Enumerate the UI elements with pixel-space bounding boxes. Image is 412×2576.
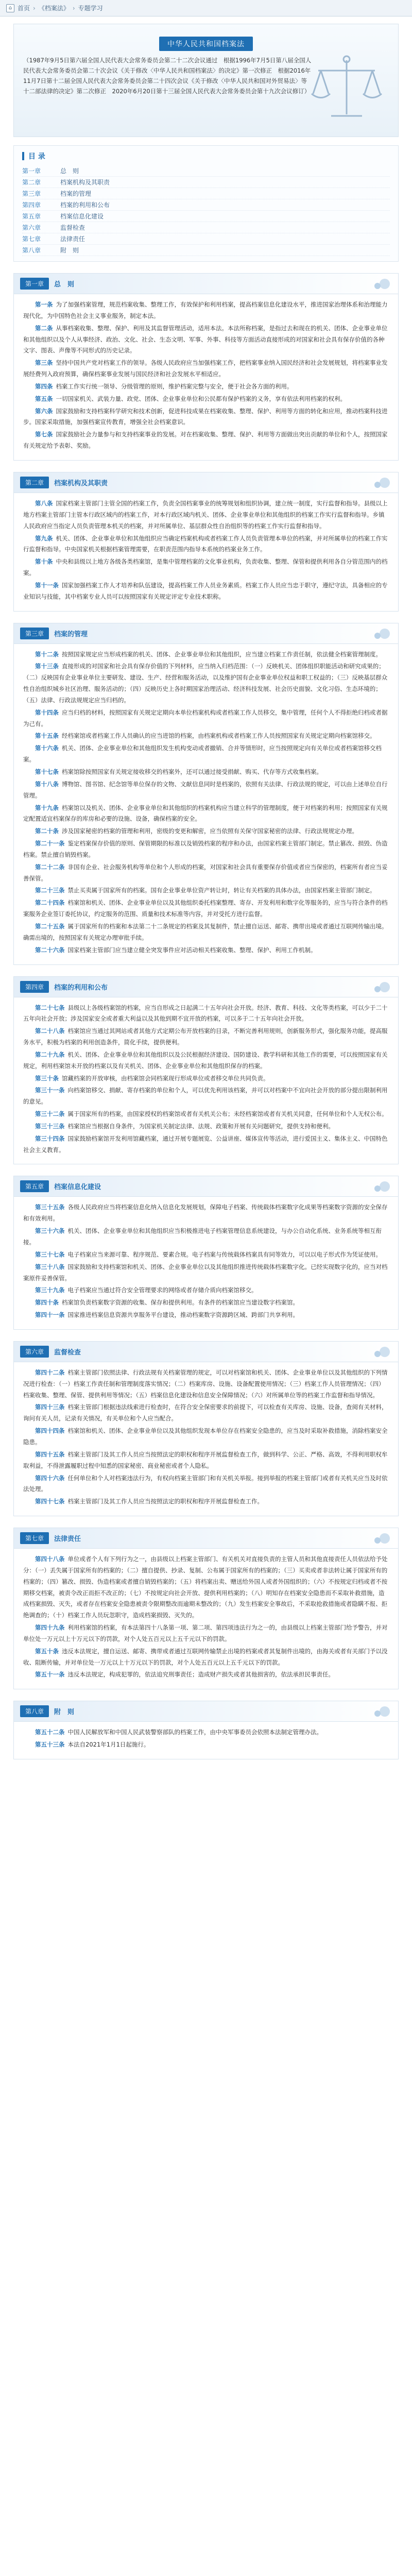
article-number: 第三十八条 bbox=[35, 1263, 65, 1270]
article-text: 坚持中国共产党对档案工作的领导。各级人民政府应当加强档案工作，把档案事业纳入国民经济和社会发展规划，将档案事业发展经费列入政府预算，确保档案事业发展与国民经济和社会发展水平相适应。 bbox=[23, 359, 388, 378]
article-number: 第四十条 bbox=[35, 1299, 59, 1307]
article-number: 第二十八条 bbox=[35, 1027, 65, 1035]
chapter-section bbox=[13, 472, 399, 612]
article-text: 馆藏档案的开放审核，由档案馆会同档案现行形成单位或者移交单位共同负责。 bbox=[62, 1074, 269, 1082]
chapter-body bbox=[14, 294, 398, 460]
article-paragraph bbox=[23, 299, 389, 322]
article-text: 机关、团体、企业事业单位和其他组织以及公民根据经济建设、国防建设、教学科研和其他工作的需要，可以按照国家有关规定，利用档案馆未开放的档案以及有关机关、团体、企业事业单位和其他组织保存的档案。 bbox=[23, 1050, 388, 1070]
chapter-title: 监督检查 bbox=[54, 1348, 81, 1357]
article-text: 按照国家规定应当形成档案的机关、团体、企业事业单位和其他组织，应当建立档案工作责任制，依法健全档案管理制度。 bbox=[62, 650, 382, 658]
chapter-number-tag: 第七章 bbox=[20, 1532, 49, 1544]
article-number: 第十三条 bbox=[35, 663, 59, 670]
article-text: 国家鼓励社会力量参与和支持档案事业的发展。对在档案收集、整理、保护、利用等方面做出突出贡献的单位和个人，按照国家有关规定给予表彰、奖励。 bbox=[23, 431, 388, 450]
article-text: 中央和县级以上地方各级各类档案馆，是集中管理档案的文化事业机构，负责收集、整理、保管和提供利用各自分管范围内的档案。 bbox=[23, 558, 388, 577]
article-paragraph bbox=[23, 767, 389, 778]
article-text: 涉及国家秘密的档案的管理和利用，密级的变更和解密，应当依照有关保守国家秘密的法律、行政法规规定办理。 bbox=[62, 827, 358, 835]
article-paragraph bbox=[23, 731, 389, 742]
article-number: 第六条 bbox=[35, 407, 53, 415]
article-paragraph bbox=[23, 1085, 389, 1108]
toc-chapter-number: 第三章 bbox=[22, 190, 41, 197]
chapter-section bbox=[13, 1701, 399, 1759]
banner-title-strip bbox=[14, 37, 398, 51]
toc-chapter-number: 第四章 bbox=[22, 201, 41, 209]
chapter-header bbox=[14, 472, 398, 493]
article-number: 第二十四条 bbox=[35, 899, 65, 907]
article-paragraph bbox=[23, 1496, 389, 1507]
article-paragraph bbox=[23, 580, 389, 603]
article-number: 第三条 bbox=[35, 359, 53, 367]
article-number: 第三十条 bbox=[35, 1074, 59, 1082]
article-paragraph bbox=[23, 1310, 389, 1321]
article-paragraph bbox=[23, 1739, 389, 1751]
law-title: 中华人民共和国档案法 bbox=[159, 37, 253, 51]
article-paragraph bbox=[23, 533, 389, 556]
article-text: 国家推进档案信息资源共享服务平台建设，推动档案数字资源跨区域、跨部门共享利用。 bbox=[67, 1311, 299, 1319]
chapter-number-tag: 第四章 bbox=[20, 981, 49, 993]
chapter-number-tag: 第五章 bbox=[20, 1180, 49, 1192]
article-paragraph bbox=[23, 1109, 389, 1120]
article-number: 第三十一条 bbox=[35, 1087, 65, 1094]
article-text: 应当归档的材料，按照国家有关规定定期向本单位档案机构或者档案工作人员移交，集中管理，任何个人不得拒绝归档或者据为己有。 bbox=[23, 708, 388, 727]
scales-of-justice-icon bbox=[305, 50, 388, 127]
chapter-number-tag: 第一章 bbox=[20, 278, 49, 290]
article-text: 电子档案应当通过符合安全管理要求的网络或者存储介质向档案馆移交。 bbox=[67, 1286, 258, 1294]
article-text: 机关、团体、企业事业单位和其他组织应当积极推进电子档案管理信息系统建设，与办公自动化系统、业务系统等相互衔接。 bbox=[23, 1227, 382, 1246]
article-paragraph bbox=[23, 707, 389, 730]
article-paragraph bbox=[23, 1285, 389, 1296]
toc-item[interactable] bbox=[22, 245, 390, 256]
article-text: 档案馆以及机关、团体、企业事业单位和其他组织的档案机构应当建立科学的管理制度，便于对档案的利用；按照国家有关规定配置适宜档案保存的库房和必要的设施、设备，确保档案的安全。 bbox=[23, 804, 388, 823]
chapter-decoration-icon bbox=[362, 277, 393, 291]
chapter-header bbox=[14, 1528, 398, 1549]
chapter-header bbox=[14, 623, 398, 644]
home-icon[interactable]: ⌂ bbox=[6, 4, 14, 12]
chapter-number-tag: 第三章 bbox=[20, 628, 49, 639]
article-text: 档案主管部门及其工作人员应当按照法定的职权和程序开展监督检查工作。 bbox=[67, 1498, 263, 1505]
article-text: 国家鼓励和支持档案馆和机关、团体、企业事业单位以及其他组织推进传统载体档案数字化。已经实现数字化的，应当对档案原件妥善保管。 bbox=[23, 1263, 388, 1282]
chapter-title: 总 则 bbox=[54, 281, 75, 289]
chapter-header bbox=[14, 1701, 398, 1722]
article-paragraph bbox=[23, 803, 389, 825]
article-paragraph bbox=[23, 1297, 389, 1309]
article-number: 第七条 bbox=[35, 431, 53, 438]
law-revision-history: （1987年9月5日第六届全国人民代表大会常务委员会第二十二次会议通过 根据1996年7月5日第八届全国人民代表大会常务委员会第二十次会议《关于修改〈中华人民共和国档案法〉的决定》第一次修正 根据2016年11月7日第十二届全国人民代表大会常务委员会第二十四次会议《关于修改〈中华人民共和国对外贸易法〉等十二部法律的决定》第二次修正 2020年6月20日第十三届全国人民代表大会常务委员会第十九次会议修订） bbox=[23, 57, 312, 95]
article-number: 第十一条 bbox=[35, 581, 59, 589]
article-text: 从事档案收集、整理、保护、利用及其监督管理活动，适用本法。本法所称档案，是指过去和现在的机关、团体、企业事业单位和其他组织以及个人从事经济、政治、文化、社会、生态文明、军事、外事、科技等方面活动直接形成的对国家和社会具有保存价值的各种文字、图表、声像等不同形式的历史记录。 bbox=[23, 324, 388, 354]
toc-list bbox=[22, 165, 390, 256]
toc-chapter-number: 第八章 bbox=[22, 246, 41, 254]
chapter-section bbox=[13, 273, 399, 461]
article-text: 档案馆应当通过其网站或者其他方式定期公布开放档案的目录，不断完善利用规则，创新服务形式，强化服务功能，提高服务水平，积极为档案的利用创造条件，简化手续，提供便利。 bbox=[23, 1027, 388, 1046]
chapter-number-tag: 第二章 bbox=[20, 477, 49, 488]
toc-item[interactable] bbox=[22, 165, 390, 177]
chapter-section bbox=[13, 1341, 399, 1516]
article-number: 第三十九条 bbox=[35, 1286, 65, 1294]
heading-bar-icon bbox=[22, 152, 24, 160]
article-paragraph bbox=[23, 921, 389, 944]
article-number: 第二十九条 bbox=[35, 1050, 65, 1058]
chapter-header bbox=[14, 977, 398, 997]
article-paragraph bbox=[23, 1669, 389, 1681]
article-paragraph bbox=[23, 661, 389, 706]
article-number: 第四条 bbox=[35, 382, 53, 390]
toc-item[interactable] bbox=[22, 211, 390, 222]
article-paragraph bbox=[23, 1226, 389, 1248]
article-text: 一切国家机关、武装力量、政党、团体、企业事业单位和公民都有保护档案的义务，享有依法利用档案的权利。 bbox=[56, 395, 346, 402]
chapter-title: 附 则 bbox=[54, 1708, 75, 1717]
article-text: 非国有企业、社会服务机构等单位和个人形成的档案，对国家和社会具有重要保存价值或者应当保密的，档案所有者应当妥善保管。 bbox=[23, 863, 388, 882]
article-paragraph bbox=[23, 779, 389, 802]
breadcrumb-separator: › bbox=[33, 4, 36, 12]
article-paragraph bbox=[23, 826, 389, 837]
article-text: 鉴定档案保存价值的原则、保管期限的标准以及销毁档案的程序和办法，由国家档案主管部门制定。禁止篡改、损毁、伪造档案。禁止擅自销毁档案。 bbox=[23, 840, 388, 858]
toc-chapter-title: 档案信息化建设 bbox=[60, 212, 104, 220]
chapter-body bbox=[14, 1722, 398, 1759]
chapter-title: 档案的利用和公布 bbox=[54, 984, 108, 992]
article-number: 第四十九条 bbox=[35, 1624, 65, 1632]
article-number: 第五条 bbox=[35, 395, 53, 402]
toc-chapter-title: 档案的利用和公布 bbox=[60, 201, 110, 209]
article-paragraph bbox=[23, 1402, 389, 1425]
article-number: 第十七条 bbox=[35, 768, 59, 775]
article-number: 第四十七条 bbox=[35, 1498, 65, 1505]
toc-chapter-number: 第一章 bbox=[22, 167, 41, 175]
article-number: 第十六条 bbox=[35, 744, 59, 752]
article-text: 档案主管部门根据违法线索进行检查时，在符合安全保密要求的前提下，可以检查有关库房、设施、设备，查阅有关材料，询问有关人员，记录有关情况，有关单位和个人应当配合。 bbox=[23, 1403, 388, 1422]
article-paragraph bbox=[23, 358, 389, 380]
article-paragraph bbox=[23, 1202, 389, 1225]
article-number: 第五十三条 bbox=[35, 1741, 65, 1749]
article-text: 档案馆和机关、团体、企业事业单位以及其他组织发现本单位存在档案安全隐患的，应当及时采取补救措施，消除档案安全隐患。 bbox=[23, 1427, 388, 1446]
article-number: 第三十五条 bbox=[35, 1204, 65, 1211]
chapter-section bbox=[13, 1176, 399, 1329]
chapters-container bbox=[0, 273, 412, 1759]
article-text: 国家档案主管部门应当建立健全突发事件应对活动相关档案收集、整理、保护、利用工作机制。 bbox=[67, 946, 317, 954]
article-number: 第一条 bbox=[35, 301, 53, 308]
chapter-decoration-icon bbox=[362, 1179, 393, 1194]
article-text: 直接形成的对国家和社会具有保存价值的下列材料，应当纳入归档范围：（一）反映机关、团体组织职能活动和研究成果的；（二）反映国有企业事业单位主要研发、建设、生产、经营和服务活动，以及维护国有企业事业单位权益和职工权益的；（三）反映基层群众性自治组织城乡社区治理、服务活动的；（四）反映历史上各时期国家治理活动、经济科技发展、社会历史面貌、文化习俗、生态环境的；（五）法律、行政法规规定应当归档的。 bbox=[23, 663, 388, 704]
article-text: 中国人民解放军和中国人民武装警察部队的档案工作，由中央军事委员会依照本法制定管理办法。 bbox=[67, 1728, 322, 1736]
article-paragraph bbox=[23, 323, 389, 357]
chapter-section bbox=[13, 976, 399, 1165]
chapter-body bbox=[14, 1197, 398, 1329]
article-number: 第八条 bbox=[35, 499, 53, 507]
article-text: 档案馆应当根据自身条件，为国家机关制定法律、法规、政策和开展有关问题研究，提供支持和便利。 bbox=[67, 1122, 334, 1130]
article-number: 第二十二条 bbox=[35, 863, 65, 871]
toc-chapter-title: 监督检查 bbox=[60, 224, 85, 231]
article-number: 第十九条 bbox=[35, 804, 59, 811]
toc-item[interactable] bbox=[22, 222, 390, 233]
article-number: 第五十二条 bbox=[35, 1728, 65, 1736]
article-text: 博物馆、图书馆、纪念馆等单位保存的文物、文献信息同时是档案的，依照有关法律、行政法规的规定，可以由上述单位自行管理。 bbox=[23, 780, 388, 799]
article-paragraph bbox=[23, 1554, 389, 1621]
article-text: 县级以上各级档案馆的档案，应当自形成之日起满二十五年向社会开放。经济、教育、科技、文化等类档案，可以少于二十五年向社会开放；涉及国家安全或者重大利益以及其他到期不宜开放的档案，可以多于二十五年向社会开放。 bbox=[23, 1004, 388, 1023]
article-number: 第二十条 bbox=[35, 827, 59, 835]
chapter-title: 档案信息化建设 bbox=[54, 1183, 101, 1192]
article-text: 属于国家所有的档案，由国家授权的档案馆或者有关机关公布；未经档案馆或者有关机关同意，任何单位和个人无权公布。 bbox=[67, 1110, 388, 1118]
chapter-section bbox=[13, 623, 399, 965]
article-paragraph bbox=[23, 885, 389, 896]
article-text: 违反本法规定，构成犯罪的，依法追究刑事责任；造成财产损失或者其他损害的，依法承担民事责任。 bbox=[67, 1671, 334, 1679]
article-paragraph bbox=[23, 862, 389, 885]
article-text: 经档案馆或者档案工作人员确认的应当进馆的档案，由档案机构或者档案工作人员按照国家有关规定定期向档案馆移交。 bbox=[62, 732, 376, 740]
article-number: 第四十三条 bbox=[35, 1403, 65, 1411]
article-paragraph bbox=[23, 429, 389, 452]
toc-chapter-number: 第二章 bbox=[22, 178, 41, 186]
chapter-body bbox=[14, 997, 398, 1164]
article-paragraph bbox=[23, 1133, 389, 1156]
breadcrumb-law[interactable]: 《档案法》 bbox=[38, 5, 70, 12]
chapter-number-tag: 第八章 bbox=[20, 1705, 49, 1717]
chapter-decoration-icon bbox=[362, 476, 393, 490]
article-paragraph bbox=[23, 381, 389, 393]
article-number: 第三十三条 bbox=[35, 1122, 65, 1130]
article-number: 第四十二条 bbox=[35, 1368, 65, 1376]
chapter-body bbox=[14, 493, 398, 611]
chapter-header bbox=[14, 1176, 398, 1197]
article-text: 为了加强档案管理，规范档案收集、整理工作，有效保护和利用档案，提高档案信息化建设水平，推进国家治理体系和治理能力现代化，为中国特色社会主义事业服务，制定本法。 bbox=[23, 301, 388, 319]
chapter-decoration-icon bbox=[362, 1704, 393, 1719]
chapter-header bbox=[14, 1342, 398, 1362]
article-paragraph bbox=[23, 1367, 389, 1401]
breadcrumb-separator: › bbox=[72, 4, 75, 12]
article-paragraph bbox=[23, 897, 389, 920]
toc-chapter-number: 第六章 bbox=[22, 224, 41, 231]
article-number: 第三十二条 bbox=[35, 1110, 65, 1118]
article-number: 第十五条 bbox=[35, 732, 59, 740]
article-number: 第十八条 bbox=[35, 780, 59, 788]
article-paragraph bbox=[23, 1249, 389, 1261]
toc-chapter-number: 第五章 bbox=[22, 212, 41, 220]
article-text: 任何单位和个人对档案违法行为，有权向档案主管部门和有关机关举报。接到举报的档案主管部门或者有关机关应当及时依法处理。 bbox=[23, 1474, 388, 1493]
article-paragraph bbox=[23, 1121, 389, 1132]
toc-chapter-title: 档案的管理 bbox=[60, 190, 92, 197]
chapter-section bbox=[13, 1528, 399, 1689]
article-text: 国家档案主管部门主管全国的档案工作，负责全国档案事业的统筹规划和组织协调，建立统一制度，实行监督和指导。县级以上地方档案主管部门主管本行政区域内的档案工作，对本行政区域内机关、团体、企业事业单位和其他组织的档案工作实行监督和指导。乡镇人民政府应当指定人员负责管理本机关的档案，并对所属单位、基层群众性自治组织等的档案工作实行监督和指导。 bbox=[23, 499, 388, 530]
article-paragraph bbox=[23, 498, 389, 532]
chapter-decoration-icon bbox=[362, 1531, 393, 1546]
article-number: 第五十一条 bbox=[35, 1671, 65, 1679]
article-text: 档案主管部门及其工作人员应当按照法定的职权和程序开展监督检查工作，做到科学、公正、严格、高效，不得利用职权牟取利益，不得泄露履职过程中知悉的国家秘密、商业秘密或者个人隐私。 bbox=[23, 1450, 388, 1469]
article-text: 禁止买卖属于国家所有的档案。国有企业事业单位资产转让时，转让有关档案的具体办法，由国家档案主管部门制定。 bbox=[67, 887, 376, 894]
article-paragraph bbox=[23, 1073, 389, 1084]
article-text: 档案馆除按照国家有关规定接收移交的档案外，还可以通过接受捐献、购买、代存等方式收集档案。 bbox=[62, 768, 322, 775]
toc-item[interactable] bbox=[22, 233, 390, 245]
article-paragraph bbox=[23, 945, 389, 956]
article-text: 违反本法规定，擅自运送、邮寄、携带或者通过互联网传输禁止出境的档案或者其复制件出境的，由海关或者有关部门予以没收、阻断传输，并对单位处一万元以上十万元以下的罚款，对个人处五百元以上五千元以下的罚款。 bbox=[23, 1647, 388, 1666]
article-paragraph bbox=[23, 1473, 389, 1496]
article-paragraph bbox=[23, 1646, 389, 1669]
article-text: 利用档案馆的档案，有本法第四十八条第一项、第二项、第四项违法行为之一的，由县级以上档案主管部门给予警告，并对单位处一万元以上十万元以下的罚款，对个人处五百元以上五千元以下的罚款。 bbox=[23, 1624, 388, 1642]
article-text: 各级人民政府应当将档案信息化纳入信息化发展规划，保障电子档案、传统载体档案数字化成果等档案数字资源的安全保存和有效利用。 bbox=[23, 1204, 388, 1223]
article-text: 档案馆和机关、团体、企业事业单位以及其他组织委托档案整理、寄存、开发利用和数字化等服务的，应当与符合条件的档案服务企业签订委托协议，约定服务的范围、质量和技术标准等内容，并对受托方进行监督。 bbox=[23, 899, 388, 918]
law-banner bbox=[13, 24, 399, 137]
chapter-title: 档案的管理 bbox=[54, 630, 88, 638]
article-text: 电子档案应当来源可靠、程序规范、要素合规。电子档案与传统载体档案具有同等效力，可以以电子形式作为凭证使用。 bbox=[67, 1250, 382, 1258]
article-number: 第三十四条 bbox=[35, 1134, 65, 1142]
article-paragraph bbox=[23, 1449, 389, 1472]
article-paragraph bbox=[23, 838, 389, 861]
article-number: 第二十六条 bbox=[35, 946, 65, 954]
article-number: 第十条 bbox=[35, 558, 53, 566]
article-number: 第四十四条 bbox=[35, 1427, 65, 1435]
article-number: 第四十六条 bbox=[35, 1474, 65, 1482]
article-number: 第五十条 bbox=[35, 1647, 59, 1655]
toc-chapter-title: 总 则 bbox=[60, 167, 79, 175]
article-paragraph bbox=[23, 743, 389, 766]
toc-item[interactable] bbox=[22, 199, 390, 211]
article-number: 第九条 bbox=[35, 534, 53, 542]
article-text: 档案工作实行统一领导、分级管理的原则，维护档案完整与安全，便于社会各方面的利用。 bbox=[56, 382, 293, 390]
article-number: 第四十五条 bbox=[35, 1450, 65, 1458]
chapter-body bbox=[14, 1549, 398, 1689]
article-text: 档案馆负责档案数字资源的收集、保存和提供利用。有条件的档案馆应当建设数字档案馆。 bbox=[62, 1299, 299, 1307]
article-paragraph bbox=[23, 406, 389, 429]
article-number: 第二条 bbox=[35, 324, 53, 332]
toc-chapter-number: 第七章 bbox=[22, 235, 41, 243]
article-text: 机关、团体、企业事业单位和其他组织应当确定档案机构或者档案工作人员负责管理本单位的档案，并对所属单位的档案工作实行监督和指导。中央国家机关根据档案管理需要，在职责范围内指导本系统的档案业务工作。 bbox=[23, 534, 388, 553]
chapter-title: 法律责任 bbox=[54, 1535, 81, 1544]
chapter-number-tag: 第六章 bbox=[20, 1346, 49, 1358]
toc-chapter-title: 档案机构及其职责 bbox=[60, 178, 110, 186]
article-paragraph bbox=[23, 1026, 389, 1048]
article-number: 第二十七条 bbox=[35, 1004, 65, 1011]
article-text: 机关、团体、企业事业单位和其他组织发生机构变动或者撤销、合并等情形时，应当按照规定向有关单位或者档案馆移交档案。 bbox=[23, 744, 382, 764]
article-number: 第二十五条 bbox=[35, 922, 65, 930]
article-paragraph bbox=[23, 1262, 389, 1284]
article-paragraph bbox=[23, 1727, 389, 1738]
table-of-contents bbox=[13, 145, 399, 262]
chapter-body bbox=[14, 1362, 398, 1516]
chapter-body bbox=[14, 644, 398, 964]
chapter-title: 档案机构及其职责 bbox=[54, 479, 108, 487]
article-text: 单位或者个人有下列行为之一，由县级以上档案主管部门、有关机关对直接负责的主管人员和其他直接责任人员依法给予处分：（一）丢失属于国家所有的档案的；（二）擅自提供、抄录、复制、公布属于国家所有的档案的；（三）买卖或者非法转让属于国家所有的档案的；（四）篡改、损毁、伪造档案或者擅自销毁档案的；（五）将档案出卖、赠送给外国人或者外国组织的；（六）不按规定归档或者不按期移交档案，被责令改正而拒不改正的；（七）不按规定向社会开放、提供利用档案的；（八）明知存在档案安全隐患而不采取补救措施，造成档案损毁、灭失，或者存在档案安全隐患被责令限期整改而逾期未整改的；（九）发生档案安全事故后，不采取抢救措施或者隐瞒不报、拒绝调查的；（十）档案工作人员玩忽职守，造成档案损毁、灭失的。 bbox=[23, 1555, 388, 1619]
article-number: 第二十三条 bbox=[35, 887, 65, 894]
chapter-header bbox=[14, 274, 398, 294]
article-paragraph bbox=[23, 1003, 389, 1025]
article-number: 第四十八条 bbox=[35, 1555, 65, 1563]
toc-heading-text: 目 录 bbox=[28, 152, 45, 161]
article-paragraph bbox=[23, 1622, 389, 1645]
article-text: 本法自2021年1月1日起施行。 bbox=[67, 1741, 150, 1749]
article-paragraph bbox=[23, 394, 389, 405]
article-text: 国家鼓励档案馆开发利用馆藏档案，通过开展专题展览、公益讲座、媒体宣传等活动，进行爱国主义、集体主义、中国特色社会主义教育。 bbox=[23, 1134, 388, 1154]
article-paragraph bbox=[23, 1049, 389, 1072]
toc-item[interactable] bbox=[22, 177, 390, 188]
article-paragraph bbox=[23, 1426, 389, 1448]
article-number: 第三十七条 bbox=[35, 1250, 65, 1258]
chapter-decoration-icon bbox=[362, 1345, 393, 1359]
article-text: 国家加强档案工作人才培养和队伍建设，提高档案工作人员业务素质。档案工作人员应当忠于职守，遵纪守法，具备相应的专业知识与技能，其中档案专业人员可以按照国家有关规定评定专业技术职称。 bbox=[23, 581, 388, 600]
article-text: 属于国家所有的档案和本法第二十二条规定的档案及其复制件，禁止擅自运送、邮寄、携带出境或者通过互联网传输出境。确需出境的，按照国家有关规定办理审批手续。 bbox=[23, 922, 388, 941]
chapter-decoration-icon bbox=[362, 626, 393, 641]
article-text: 向档案馆移交、捐献、寄存档案的单位和个人，可以优先利用该档案，并可以对档案中不宜向社会开放的部分提出限制利用的意见。 bbox=[23, 1087, 388, 1106]
chapter-decoration-icon bbox=[362, 980, 393, 994]
top-navigation-bar bbox=[0, 0, 412, 16]
breadcrumb-home[interactable]: 首页 bbox=[18, 5, 30, 12]
article-number: 第十四条 bbox=[35, 708, 59, 716]
article-number: 第十二条 bbox=[35, 650, 59, 658]
breadcrumb-topic[interactable]: 专题学习 bbox=[78, 5, 103, 12]
toc-chapter-title: 法律责任 bbox=[60, 235, 85, 243]
article-number: 第二十一条 bbox=[35, 840, 65, 848]
article-text: 档案主管部门依照法律、行政法规有关档案管理的规定，可以对档案馆和机关、团体、企业事业单位以及其他组织的下列情况进行检查：（一）档案工作责任制和管理制度落实情况；（二）档案库房、设施、设备配置使用情况；（三）档案工作人员管理情况；（四）档案收集、整理、保管、提供利用等情况；（五）档案信息化建设和信息安全保障情况；（六）对所属单位等的档案工作监督和指导情况。 bbox=[23, 1368, 388, 1399]
article-paragraph bbox=[23, 649, 389, 660]
article-paragraph bbox=[23, 556, 389, 579]
toc-heading bbox=[22, 151, 390, 161]
toc-item[interactable] bbox=[22, 188, 390, 199]
article-text: 国家鼓励和支持档案科学研究和技术创新，促进科技成果在档案收集、整理、保护、利用等方面的转化和应用，推动档案科技进步。国家采取措施，加强档案宣传教育，增强全社会档案意识。 bbox=[23, 407, 388, 426]
article-number: 第四十一条 bbox=[35, 1311, 65, 1319]
article-number: 第三十六条 bbox=[35, 1227, 65, 1235]
toc-chapter-title: 附 则 bbox=[60, 246, 79, 254]
